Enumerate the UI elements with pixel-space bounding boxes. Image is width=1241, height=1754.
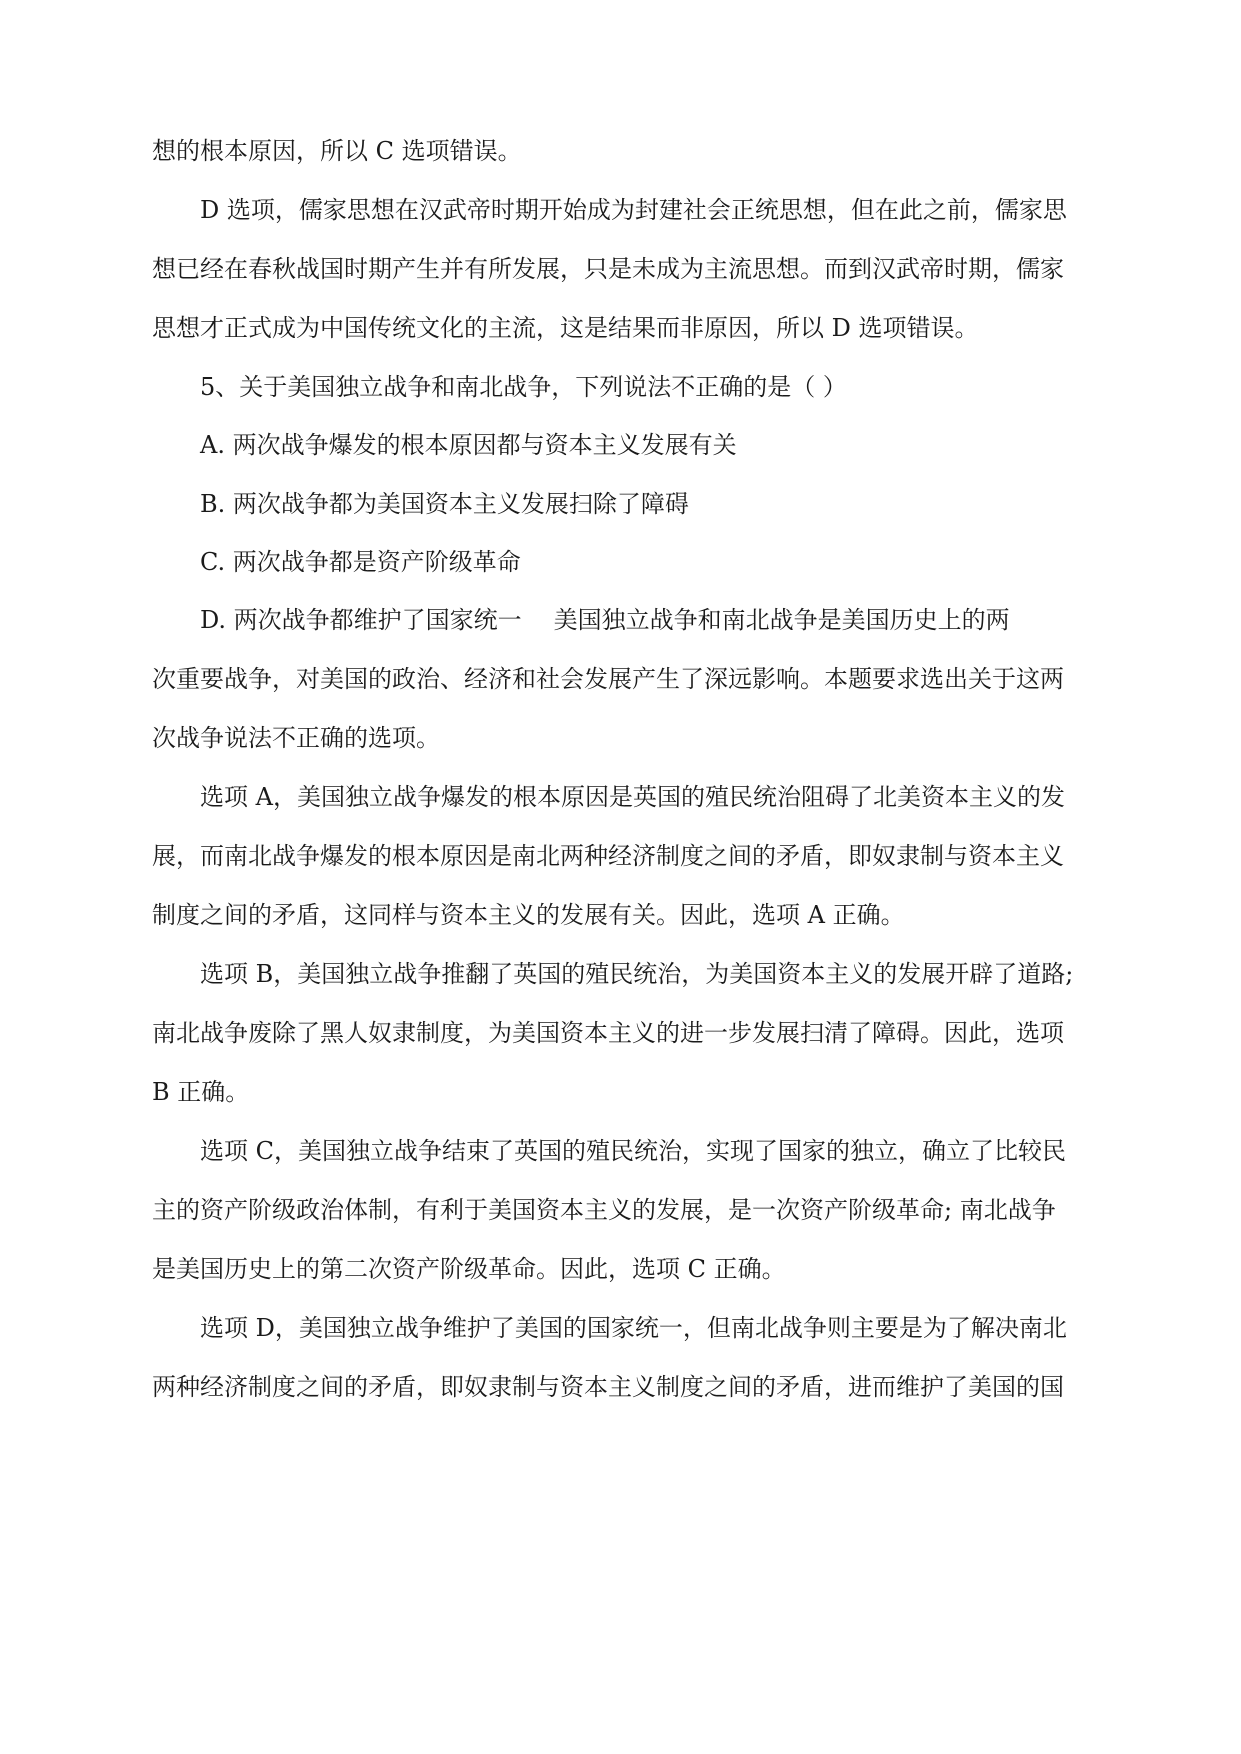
option-c: C. 两次战争都是资产阶级革命 (200, 548, 521, 576)
option-b: B. 两次战争都为美国资本主义发展扫除了障碍 (200, 490, 689, 518)
answer-intro: 美国独立战争和南北战争是美国历史上的两 (553, 606, 1010, 634)
text-line: D 选项，儒家思想在汉武帝时期开始成为封建社会正统思想，但在此之前，儒家思 (200, 196, 1067, 224)
text-line: 想的根本原因，所以 C 选项错误。 (152, 137, 522, 165)
text-line: 南北战争废除了黑人奴隶制度，为美国资本主义的进一步发展扫清了障碍。因此，选项 (152, 1019, 1064, 1047)
text-line: 次重要战争，对美国的政治、经济和社会发展产生了深远影响。本题要求选出关于这两 (152, 665, 1064, 693)
option-d: D. 两次战争都维护了国家统一 (200, 606, 522, 634)
text-line: 是美国历史上的第二次资产阶级革命。因此，选项 C 正确。 (152, 1255, 786, 1283)
option-d-line (200, 605, 1010, 635)
question-stem: 5、关于美国独立战争和南北战争，下列说法不正确的是（ ） (200, 373, 847, 401)
text-line: 展，而南北战争爆发的根本原因是南北两种经济制度之间的矛盾，即奴隶制与资本主义 (152, 842, 1064, 870)
text-line: 两种经济制度之间的矛盾，即奴隶制与资本主义制度之间的矛盾，进而维护了美国的国 (152, 1373, 1064, 1401)
text-line: 思想才正式成为中国传统文化的主流，这是结果而非原因，所以 D 选项错误。 (152, 314, 979, 342)
text-line: 选项 D，美国独立战争维护了美国的国家统一，但南北战争则主要是为了解决南北 (200, 1314, 1067, 1342)
text-line: 选项 B，美国独立战争推翻了英国的殖民统治，为美国资本主义的发展开辟了道路; (200, 960, 1074, 988)
text-line: 主的资产阶级政治体制，有利于美国资本主义的发展，是一次资产阶级革命; 南北战争 (152, 1196, 1056, 1224)
text-line: 制度之间的矛盾，这同样与资本主义的发展有关。因此，选项 A 正确。 (152, 901, 905, 929)
text-line: 次战争说法不正确的选项。 (152, 724, 440, 752)
option-a: A. 两次战争爆发的根本原因都与资本主义发展有关 (200, 431, 737, 459)
text-line: 选项 C，美国独立战争结束了英国的殖民统治，实现了国家的独立，确立了比较民 (200, 1137, 1066, 1165)
text-line: 选项 A，美国独立战争爆发的根本原因是英国的殖民统治阻碍了北美资本主义的发 (200, 783, 1065, 811)
text-line: B 正确。 (152, 1078, 250, 1106)
text-line: 想已经在春秋战国时期产生并有所发展，只是未成为主流思想。而到汉武帝时期，儒家 (152, 255, 1064, 283)
